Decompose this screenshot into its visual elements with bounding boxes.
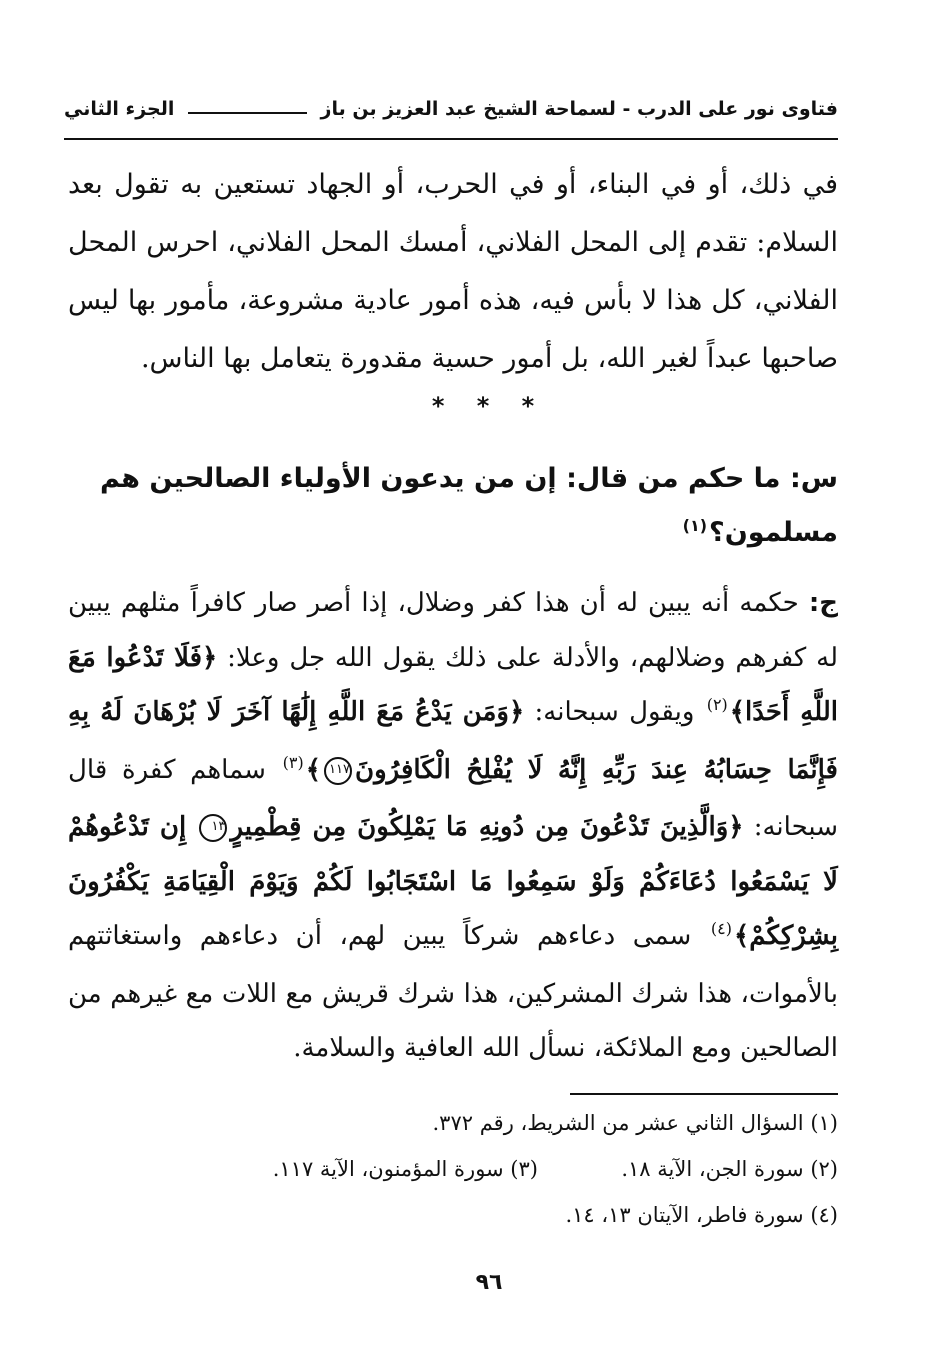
running-header	[64, 92, 838, 126]
footnote-2: (٢) سورة الجن، الآية ١٨.	[621, 1157, 838, 1181]
verse-open-brace: ﴿	[508, 697, 525, 727]
header-divider	[64, 138, 838, 140]
page-number: ٩٦	[475, 1270, 503, 1295]
section-separator: * * *	[431, 392, 547, 420]
verse-1: فَلَا تَدْعُوا مَعَ اللَّهِ أَحَدًا	[68, 642, 838, 727]
verse-close-brace: ﴾	[729, 697, 746, 727]
answer-block	[68, 576, 838, 1076]
footnote-ref-2: (٢)	[706, 695, 728, 714]
verse-open-brace: ﴿	[202, 642, 218, 673]
ayah-number-13: ١٣	[199, 814, 227, 842]
footnote-ref-1: (١)	[682, 516, 708, 535]
verse-2: وَمَن يَدْعُ مَعَ اللَّهِ إِلَٰهًا آخَرَ لَا بُرْهَانَ لَهُ بِهِ فَإِنَّمَا حِسَابُهُ عِندَ رَبِّهِ إِنَّهُ لَا يُفْلِحُ الْكَافِرُونَ	[68, 697, 838, 785]
verse-3a: وَالَّذِينَ تَدْعُونَ مِن دُونِهِ مَا يَمْلِكُونَ مِن قِطْمِيرٍ	[230, 812, 729, 842]
verse-close-brace: ﴾	[733, 921, 750, 951]
footnote-3: (٣) سورة المؤمنون، الآية ١١٧.	[272, 1157, 538, 1181]
question-label: س:	[789, 463, 838, 494]
question-text: ما حكم من قال: إن من يدعون الأولياء الصالحين هم مسلمون؟	[100, 463, 838, 548]
footnote-ref-4: (٤)	[710, 919, 732, 938]
verse-open-brace: ﴿	[728, 812, 744, 842]
verse-3b: إِن تَدْعُوهُمْ لَا يَسْمَعُوا دُعَاءَكُمْ وَلَوْ سَمِعُوا مَا اسْتَجَابُوا لَكُمْ وَيَوْمَ الْقِيَامَةِ يَكْفُرُونَ بِشِرْكِكُمْ	[68, 812, 839, 951]
header-dash-rule	[188, 112, 306, 114]
ayah-number-117: ١١٧	[324, 757, 352, 785]
answer-conclusion: سمى دعاءهم شركاً يبين لهم، أن دعاءهم واستغاثتهم بالأموات، هذا شرك المشركين، هذا شرك قريش مع اللات مع غيرهم من الصالحين ومع الملائكة، نسأل الله العافية والسلامة.	[68, 921, 838, 1063]
footnote-4: (٤) سورة فاطر، الآيتان ١٣، ١٤.	[565, 1203, 838, 1227]
question-block	[92, 452, 838, 563]
volume-label: الجزء الثاني	[64, 98, 175, 120]
continuation-paragraph: في ذلك، أو في البناء، أو في الحرب، أو الجهاد تستعين به تقول بعد السلام: تقدم إلى المحل الفلاني، أمسك المحل الفلاني، احرس المحل الفلاني، كل هذا لا بأس فيه، هذه أمور عادية مشروعة، مأمور بها ليس صاحبها عبداً لغير الله، بل أمور حسية مقدورة يتعامل بها الناس.	[68, 169, 838, 374]
answer-intro: حكمه أنه يبين له أن هذا كفر وضلال، إذا أصر صار كافراً مثلهم يبين له كفرهم وضلالهم، والأدلة على ذلك يقول الله جل وعلا:	[68, 588, 838, 673]
verse-close-brace: ﴾	[305, 754, 321, 785]
connector-1: ويقول سبحانه:	[534, 697, 695, 727]
footnote-1: (١) السؤال الثاني عشر من الشريط، رقم ٣٧٢.	[432, 1111, 838, 1135]
footnote-ref-3: (٣)	[282, 752, 304, 772]
connector-2: سماهم كفرة قال سبحانه:	[68, 754, 839, 842]
answer-label: ج:	[808, 588, 838, 618]
book-title: فتاوى نور على الدرب - لسماحة الشيخ عبد العزيز بن باز	[320, 98, 838, 120]
footnotes	[100, 1100, 838, 1238]
footnote-row-2-3	[100, 1146, 838, 1192]
footnote-rule	[570, 1093, 838, 1095]
